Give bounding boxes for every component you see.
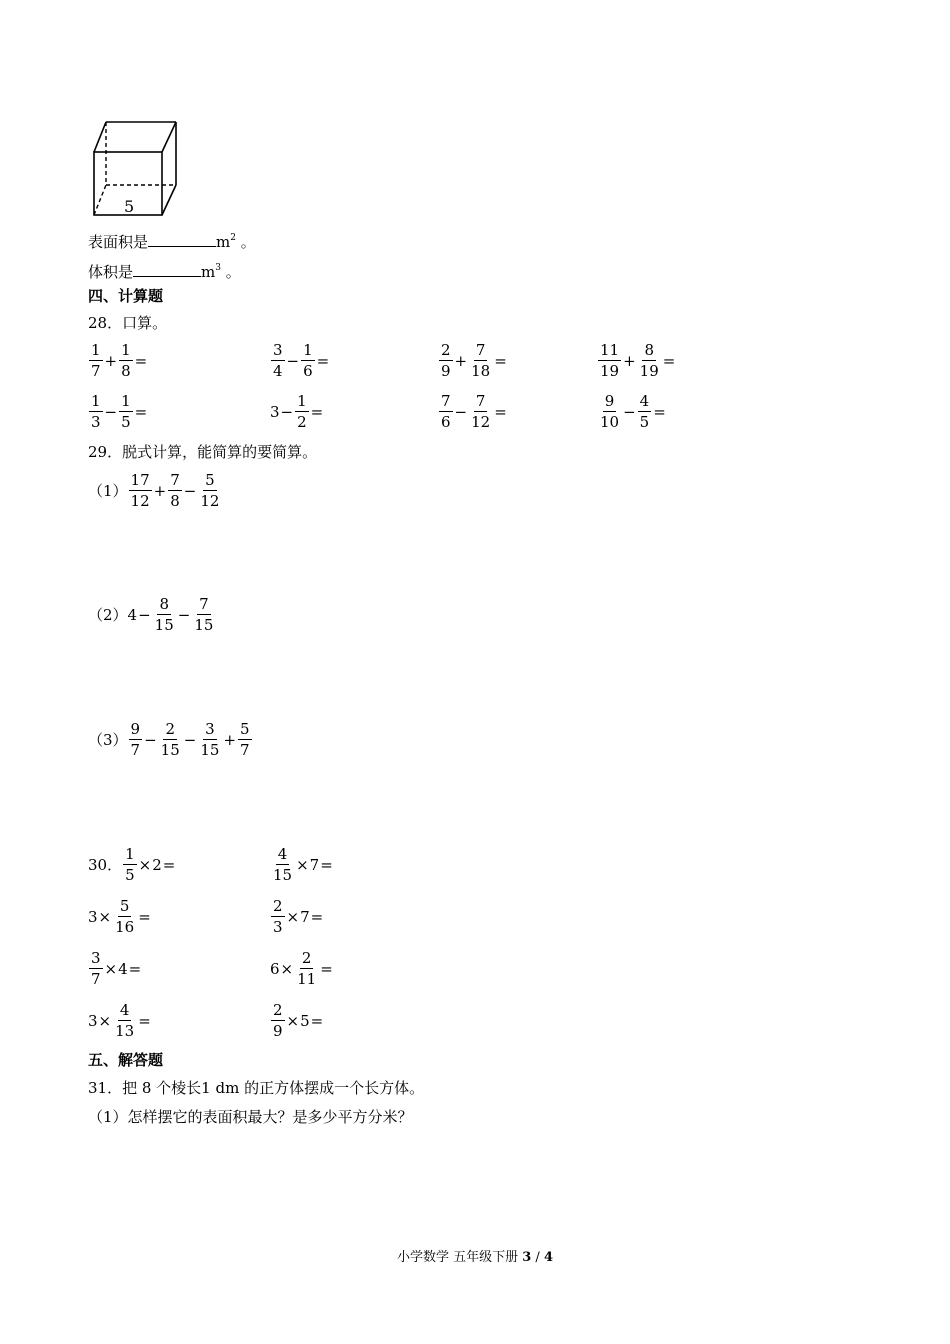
- fraction: $\frac{5}{7}$: [240, 720, 250, 759]
- surface-area-blank[interactable]: [148, 232, 216, 247]
- fraction: $\frac{7}{8}$: [170, 471, 180, 510]
- fraction: $\frac{3}{15}$: [200, 720, 220, 759]
- fraction: $\frac{7}{15}$: [194, 595, 214, 634]
- q30-item-3: 3 × $\frac{5}{16}$ =: [88, 897, 151, 936]
- q30-item-8: $\frac{2}{9}$ × 5 =: [273, 1001, 324, 1040]
- surface-area-line: 表面积是 $m^2$ 。: [88, 233, 256, 251]
- cube-edge-label: 5: [124, 197, 135, 216]
- q28-label: 28．口算。: [88, 314, 168, 332]
- fraction: $\frac{2}{9}$: [441, 341, 451, 380]
- q30-item-2: $\frac{4}{15}$ × 7 =: [273, 845, 333, 884]
- cube-figure: [88, 116, 184, 220]
- fraction: $\frac{4}{15}$: [273, 845, 293, 884]
- q29-label: 29．脱式计算，能简算的要简算。: [88, 443, 318, 461]
- q28-item-2: $\frac{3}{4}$ − $\frac{1}{6}$ =: [273, 341, 330, 380]
- q28-item-5: $\frac{1}{3}$ − $\frac{1}{5}$ =: [91, 392, 148, 431]
- q29-part-2: （2） 4 − $\frac{8}{15}$ − $\frac{7}{15}$: [88, 595, 214, 634]
- fraction: $\frac{5}{16}$: [115, 897, 135, 936]
- fraction: $\frac{2}{11}$: [297, 949, 317, 988]
- q30-item-7: 3 × $\frac{4}{13}$ =: [88, 1001, 151, 1040]
- section-5-title: 五、解答题: [88, 1051, 164, 1069]
- fraction: $\frac{1}{2}$: [297, 392, 307, 431]
- q28-item-1: $\frac{1}{7}$ + $\frac{1}{8}$ =: [91, 341, 148, 380]
- fraction: $\frac{4}{5}$: [639, 392, 650, 431]
- page-footer: 小学数学 五年级下册 3 / 4: [396, 1250, 553, 1265]
- fraction: $\frac{2}{3}$: [273, 897, 283, 936]
- fraction: $\frac{1}{5}$: [121, 392, 131, 431]
- fraction: $\frac{1}{3}$: [91, 392, 101, 431]
- fraction: $\frac{1}{8}$: [121, 341, 131, 380]
- section-4-title: 四、计算题: [88, 287, 164, 305]
- fraction: $\frac{9}{10}$: [600, 392, 620, 431]
- fraction: $\frac{3}{4}$: [273, 341, 283, 380]
- fraction: $\frac{1}{7}$: [91, 341, 101, 380]
- fraction: $\frac{4}{13}$: [115, 1001, 135, 1040]
- q28-item-7: $\frac{7}{6}$ − $\frac{7}{12}$ =: [441, 392, 507, 431]
- q31-label: 31．把 8 个棱长1 dm 的正方体摆成一个长方体。: [88, 1079, 425, 1097]
- q28-item-4: $\frac{11}{19}$ + $\frac{8}{19}$ =: [600, 341, 676, 380]
- q31-part-1: （1）怎样摆它的表面积最大？是多少平方分米？: [88, 1108, 413, 1126]
- fraction: $\frac{3}{7}$: [91, 949, 101, 988]
- q30-item-1: 30． $\frac{1}{5}$ × 2 =: [88, 845, 176, 884]
- q29-part-3: （3） $\frac{9}{7}$ − $\frac{2}{15}$ − $\frac{3}{15}$ + $\frac{5}{7}$: [88, 720, 250, 759]
- fraction: $\frac{7}{6}$: [441, 392, 451, 431]
- q28-item-6: 3 − $\frac{1}{2}$ =: [270, 392, 324, 431]
- fraction: $\frac{7}{18}$: [471, 341, 491, 380]
- fraction: $\frac{9}{7}$: [130, 720, 141, 759]
- q30-item-4: $\frac{2}{3}$ × 7 =: [273, 897, 324, 936]
- q30-item-6: 6 × $\frac{2}{11}$ =: [270, 949, 333, 988]
- q28-item-3: $\frac{2}{9}$ + $\frac{7}{18}$ =: [441, 341, 507, 380]
- volume-blank[interactable]: [133, 262, 201, 277]
- fraction: $\frac{5}{12}$: [200, 471, 220, 510]
- fraction: $\frac{1}{5}$: [125, 845, 135, 884]
- volume-line: 体积是 $m^3$ 。: [88, 263, 241, 281]
- fraction: $\frac{8}{15}$: [154, 595, 174, 634]
- q28-item-8: $\frac{9}{10}$ − $\frac{4}{5}$ =: [600, 392, 666, 431]
- q29-part-1: （1） $\frac{17}{12}$ + $\frac{7}{8}$ − $\frac{5}{12}$: [88, 471, 220, 510]
- q30-item-5: $\frac{3}{7}$ × 4 =: [91, 949, 142, 988]
- fraction: $\frac{17}{12}$: [130, 471, 150, 510]
- fraction: $\frac{7}{12}$: [471, 392, 491, 431]
- fraction: $\frac{1}{6}$: [303, 341, 313, 380]
- fraction: $\frac{11}{19}$: [600, 341, 620, 380]
- fraction: $\frac{8}{19}$: [639, 341, 659, 380]
- fraction: $\frac{2}{15}$: [160, 720, 180, 759]
- fraction: $\frac{2}{9}$: [273, 1001, 283, 1040]
